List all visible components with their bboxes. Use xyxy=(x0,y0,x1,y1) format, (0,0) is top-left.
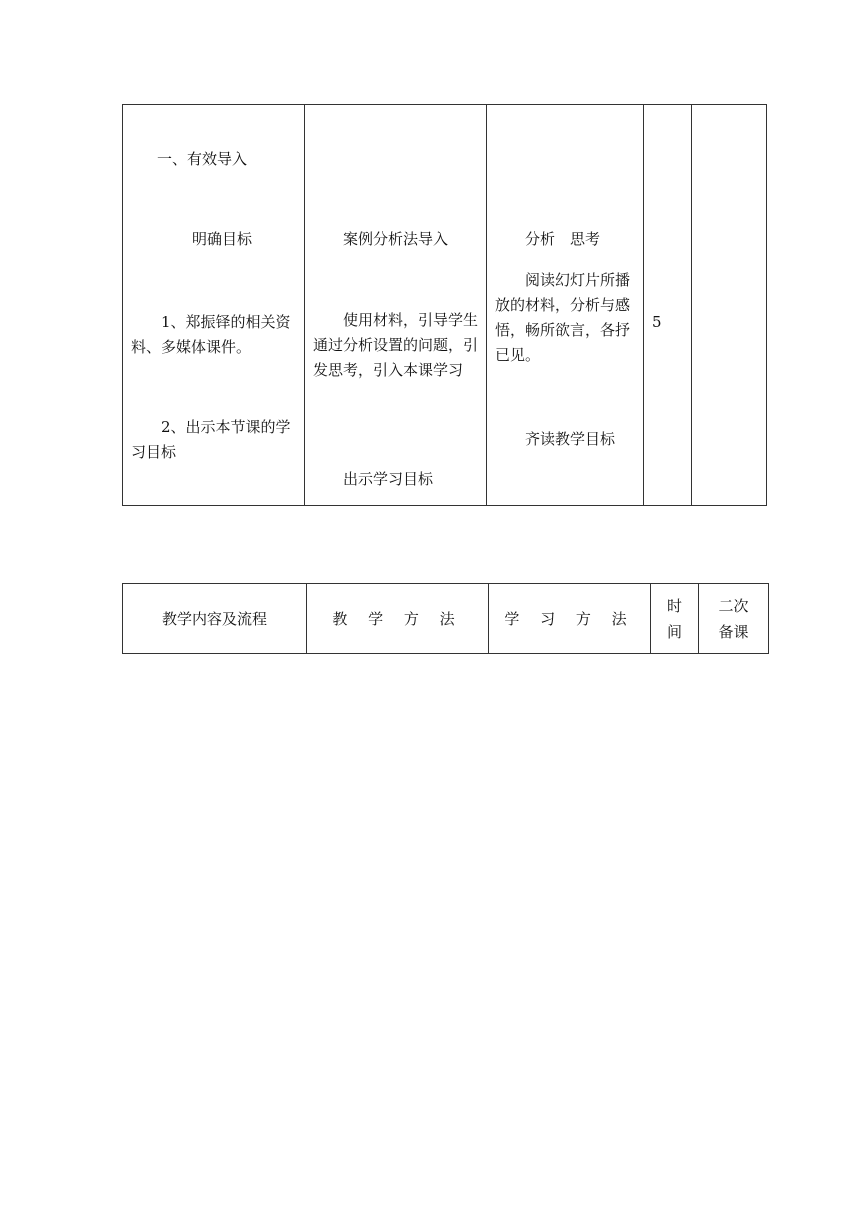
learning-method-cell xyxy=(487,105,644,506)
content-header: 教学内容及流程 xyxy=(161,610,267,628)
time-header-cell xyxy=(651,584,699,654)
time-header-line1: 时 xyxy=(666,596,682,615)
content-item-1: 1、郑振铎的相关资料、多媒体课件。 xyxy=(131,313,291,356)
teaching-method-cell xyxy=(305,105,487,506)
section-title: 一、有效导入 xyxy=(157,150,248,168)
time-cell xyxy=(644,105,692,506)
learning-method-desc: 阅读幻灯片所播放的材料，分析与感悟，畅所欲言，各抒已见。 xyxy=(495,271,631,364)
content-item-2: 2、出示本节课的学习目标 xyxy=(131,418,291,461)
goal-label: 明确目标 xyxy=(192,230,253,248)
teaching-header-cell xyxy=(307,584,489,654)
teaching-method-label: 案例分析法导入 xyxy=(343,230,449,248)
show-goal-label: 出示学习目标 xyxy=(343,470,434,488)
time-header-line2: 间 xyxy=(666,622,682,641)
prep-header-cell xyxy=(699,584,769,654)
second-prep-cell xyxy=(692,105,767,506)
learning-method-label: 分析 思考 xyxy=(525,230,601,248)
prep-header-line1: 二次 xyxy=(718,596,749,615)
teaching-header: 教 学 方 法 xyxy=(332,610,463,628)
learning-header-cell xyxy=(489,584,651,654)
content-cell xyxy=(123,105,305,506)
lesson-table xyxy=(122,104,767,506)
read-goal-label: 齐读教学目标 xyxy=(525,430,616,448)
teaching-method-desc: 使用材料，引导学生通过分析设置的问题，引发思考，引入本课学习 xyxy=(313,311,479,379)
time-value: 5 xyxy=(652,313,662,331)
header-table xyxy=(122,583,769,654)
content-header-cell xyxy=(123,584,307,654)
learning-header: 学 习 方 法 xyxy=(504,610,635,628)
prep-header-line2: 备课 xyxy=(718,622,749,641)
